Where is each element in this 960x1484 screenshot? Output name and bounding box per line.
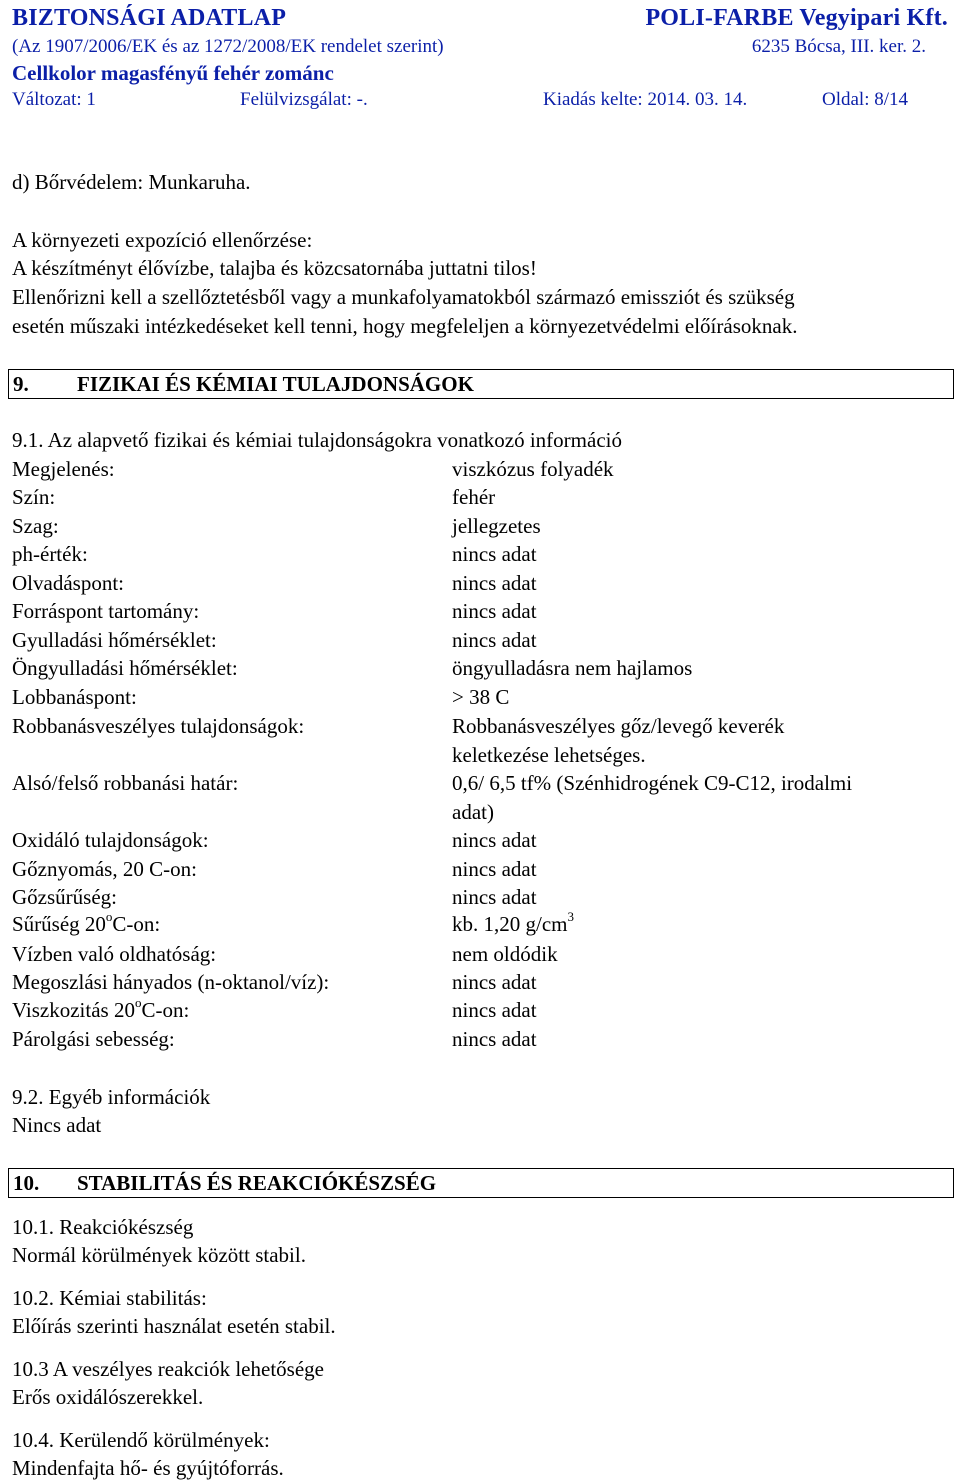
property-label: Sűrűség 20$^o$C-on: [12,909,161,936]
env-exposure-title: A környezeti expozíció ellenőrzése: [12,228,313,252]
section-10-item-title: 10.1. Reakciókészség [12,1215,194,1239]
company-name: POLI-FARBE Vegyipari Kft. [645,5,948,31]
property-value: nincs adat [452,542,537,566]
property-value: nincs adat [452,571,537,595]
section-10-item-title: 10.4. Kerülendő körülmények: [12,1428,270,1452]
property-value: nincs adat [452,857,537,881]
property-value: 0,6/ 6,5 tf% (Szénhidrogének C9-C12, irodalmi adat) [452,771,853,824]
header-row-3 [12,59,948,87]
property-value: nincs adat [452,599,537,623]
property-label: Viszkozitás 20$^o$C-on: [12,995,190,1022]
subsection-9-2-title: 9.2. Egyéb információk [12,1085,211,1109]
table-row-viscosity [12,996,942,1026]
property-label: Vízben való oldhatóság: [12,942,217,966]
property-label: Robbanásveszélyes tulajdonságok: [12,714,305,738]
property-value: nincs adat [452,1027,537,1051]
property-label: Forráspont tartomány: [12,599,200,623]
subsection-9-1-title: 9.1. Az alapvető fizikai és kémiai tulajdonságokra vonatkozó információ [12,428,622,452]
property-value: Robbanásveszélyes gőz/levegő keverék keletkezése lehetséges. [452,714,785,767]
property-label: Szín: [12,485,56,509]
property-value: nem oldódik [452,942,558,966]
env-exposure-line-3: esetén műszaki intézkedéseket kell tenni, hogy megfeleljen a környezetvédelmi előírásoknak. [12,314,798,338]
header-row-1 [12,4,948,34]
section-10-item-text: Erős oxidálószerekkel. [12,1385,204,1409]
revision: Felülvizsgálat: -. [240,89,368,110]
property-label: Alsó/felső robbanási határ: [12,771,239,795]
property-label: Öngyulladási hőmérséklet: [12,656,238,680]
section-10-item-title: 10.3 A veszélyes reakciók lehetősége [12,1357,324,1381]
property-value: > 38 C [452,685,510,709]
section-10-item-text: Mindenfajta hő- és gyújtóforrás. [12,1456,284,1480]
section-10-heading [8,1168,954,1198]
section-10-item-text: Normál körülmények között stabil. [12,1243,306,1267]
env-exposure-line-1: A készítményt élővízbe, talajba és közcsatornába juttatni tilos! [12,256,537,280]
property-label: Lobbanáspont: [12,685,137,709]
property-value: nincs adat [452,828,537,852]
issue-date: Kiadás kelte: 2014. 03. 14. [543,89,748,110]
property-label: Oxidáló tulajdonságok: [12,828,209,852]
property-value: nincs adat [452,885,537,909]
property-value: fehér [452,485,496,509]
section-9-title: FIZIKAI ÉS KÉMIAI TULAJDONSÁGOK [77,372,474,396]
skin-protection: d) Bőrvédelem: Munkaruha. [12,170,251,194]
property-label: Megjelenés: [12,457,115,481]
subsection-9-2-text: Nincs adat [12,1113,102,1137]
property-label: ph-érték: [12,542,88,566]
section-9-number: 9. [13,372,29,396]
table-row-evaporation [12,1025,942,1055]
product-name: Cellkolor magasfényű fehér zománc [12,61,334,85]
table-row-density [12,910,942,940]
property-label: Gőzsűrűség: [12,885,117,909]
property-value: nincs adat [452,628,537,652]
property-label: Megoszlási hányados (n-oktanol/víz): [12,970,330,994]
property-label: Párolgási sebesség: [12,1027,175,1051]
header-row-2 [12,33,948,59]
section-9-heading [8,369,954,399]
section-10-item-text: Előírás szerinti használat esetén stabil. [12,1314,336,1338]
property-value: kb. 1,20 $g/cm^3$ [452,909,574,936]
property-value: nincs adat [452,970,537,994]
section-10-number: 10. [13,1171,40,1195]
property-label: Olvadáspont: [12,571,124,595]
section-10-item-title: 10.2. Kémiai stabilitás: [12,1286,207,1310]
property-label: Szag: [12,514,59,538]
version: Változat: 1 [12,89,96,110]
property-value: viszkózus folyadék [452,457,614,481]
header-row-4 [12,86,948,114]
section-10-title: STABILITÁS ÉS REAKCIÓKÉSZSÉG [77,1171,437,1195]
company-address: 6235 Bócsa, III. ker. 2. [751,36,926,57]
env-exposure-line-2: Ellenőrizni kell a szellőztetésből vagy a munkafolyamatokból származó emissziót és szükség [12,285,795,309]
property-value: nincs adat [452,998,537,1022]
property-value: öngyulladásra nem hajlamos [452,656,693,680]
page-number: Oldal: 8/14 [822,89,909,110]
property-label: Gőznyomás, 20 C-on: [12,857,197,881]
document-title: BIZTONSÁGI ADATLAP [12,5,287,31]
regulation-text: (Az 1907/2006/EK és az 1272/2008/EK rendelet szerint) [12,36,444,57]
property-value: jellegzetes [452,514,541,538]
property-label: Gyulladási hőmérséklet: [12,628,217,652]
